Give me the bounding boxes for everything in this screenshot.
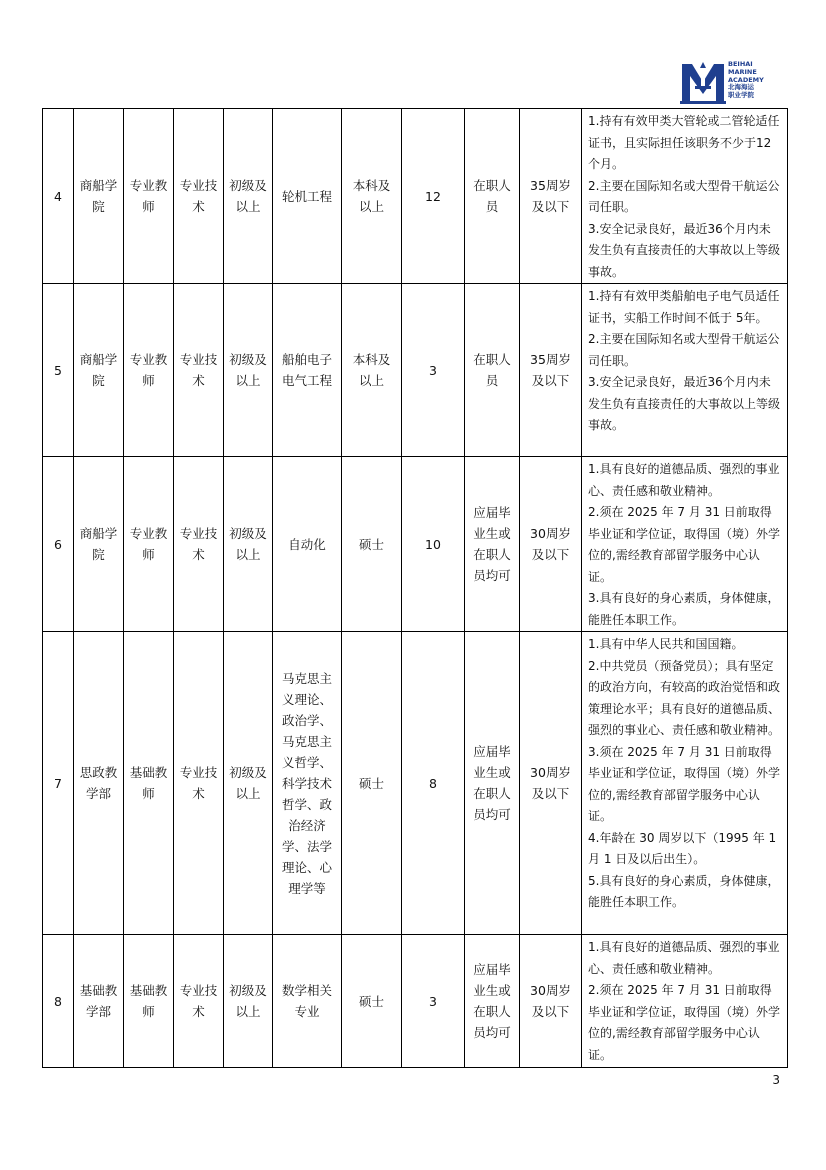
academy-emblem-icon [680, 60, 726, 104]
recruit-count-cell: 12 [402, 109, 465, 284]
department-cell: 商船学院 [74, 284, 124, 457]
age-limit-cell: 30周岁及以下 [520, 457, 582, 632]
requirements-cell [582, 457, 788, 632]
requirement-item: 4.年龄在 30 周岁以下（1995 年 1 月 1 日及以后出生）。 [588, 830, 777, 866]
requirements-cell [582, 109, 788, 284]
requirement-item: 1.具有良好的道德品质、强烈的事业心、责任感和敬业精神。 [588, 940, 780, 976]
requirement-item: 2.主要在国际知名或大型骨干航运公司任职。 [588, 178, 780, 214]
post-level-cell: 初级及以上 [224, 632, 273, 935]
row-number-cell: 7 [43, 632, 74, 935]
post-level-cell: 初级及以上 [224, 109, 273, 284]
candidate-source-cell: 应届毕业生或在职人员均可 [465, 632, 520, 935]
major-requirement-cell: 数学相关专业 [273, 935, 342, 1068]
requirement-item: 5.具有良好的身心素质，身体健康，能胜任本职工作。 [588, 873, 780, 909]
candidate-source-cell: 在职人员 [465, 109, 520, 284]
position-type-cell: 专业教师 [124, 457, 174, 632]
post-category-cell: 专业技术 [174, 935, 224, 1068]
major-requirement-cell: 自动化 [273, 457, 342, 632]
post-level-cell: 初级及以上 [224, 935, 273, 1068]
table-row [43, 632, 788, 935]
row-number-cell: 6 [43, 457, 74, 632]
requirement-item: 3.具有良好的身心素质，身体健康，能胜任本职工作。 [588, 591, 780, 627]
requirement-item: 3.安全记录良好，最近36个月内未发生负有直接责任的大事故以上等级事故。 [588, 221, 781, 279]
recruit-count-cell: 10 [402, 457, 465, 632]
education-requirement-cell: 硕士 [342, 632, 402, 935]
table-row [43, 935, 788, 1068]
position-type-cell: 专业教师 [124, 284, 174, 457]
table-row [43, 457, 788, 632]
recruitment-table [42, 108, 788, 1068]
requirements-cell [582, 632, 788, 935]
requirement-item: 2.中共党员（预备党员）；具有坚定的政治方向，有较高的政治觉悟和政策理论水平；具有良好的道德品质、强烈的事业心、责任感和敬业精神。 [588, 658, 781, 737]
logo-text: BEIHAI MARINE ACADEMY 北海海运 职业学院 [728, 60, 764, 100]
table-row [43, 109, 788, 284]
requirement-item: 1.具有良好的道德品质、强烈的事业心、责任感和敬业精神。 [588, 462, 780, 498]
post-level-cell: 初级及以上 [224, 457, 273, 632]
candidate-source-cell: 在职人员 [465, 284, 520, 457]
department-cell: 商船学院 [74, 109, 124, 284]
education-requirement-cell: 本科及以上 [342, 284, 402, 457]
requirement-item: 2.主要在国际知名或大型骨干航运公司任职。 [588, 332, 780, 368]
requirement-item: 1.持有有效甲类船舶电子电气员适任证书，实船工作时间不低于 5年。 [588, 289, 780, 325]
recruit-count-cell: 3 [402, 284, 465, 457]
school-logo [680, 60, 780, 106]
requirement-item: 2.须在 2025 年 7 月 31 日前取得毕业证和学位证，取得国（境）外学位的,需经教育部留学服务中心认证。 [588, 983, 781, 1062]
row-number-cell: 4 [43, 109, 74, 284]
page-number: 3 [772, 1073, 780, 1087]
requirements-cell [582, 284, 788, 457]
post-category-cell: 专业技术 [174, 284, 224, 457]
post-level-cell: 初级及以上 [224, 284, 273, 457]
age-limit-cell: 30周岁及以下 [520, 632, 582, 935]
age-limit-cell: 35周岁及以下 [520, 109, 582, 284]
requirements-cell [582, 935, 788, 1068]
recruit-count-cell: 8 [402, 632, 465, 935]
post-category-cell: 专业技术 [174, 457, 224, 632]
major-requirement-cell: 船舶电子电气工程 [273, 284, 342, 457]
row-number-cell: 5 [43, 284, 74, 457]
education-requirement-cell: 本科及以上 [342, 109, 402, 284]
age-limit-cell: 30周岁及以下 [520, 935, 582, 1068]
department-cell: 思政教学部 [74, 632, 124, 935]
table-row [43, 284, 788, 457]
age-limit-cell: 35周岁及以下 [520, 284, 582, 457]
major-requirement-cell: 马克思主义理论、政治学、马克思主义哲学、科学技术哲学、政治经济学、法学理论、心理学等 [273, 632, 342, 935]
major-requirement-cell: 轮机工程 [273, 109, 342, 284]
post-category-cell: 专业技术 [174, 109, 224, 284]
recruit-count-cell: 3 [402, 935, 465, 1068]
requirement-item: 1.持有有效甲类大管轮或二管轮适任证书，且实际担任该职务不少于12个月。 [588, 114, 780, 171]
education-requirement-cell: 硕士 [342, 457, 402, 632]
position-type-cell: 基础教师 [124, 632, 174, 935]
row-number-cell: 8 [43, 935, 74, 1068]
requirement-item: 1.具有中华人民共和国国籍。 [588, 637, 744, 651]
department-cell: 商船学院 [74, 457, 124, 632]
candidate-source-cell: 应届毕业生或在职人员均可 [465, 935, 520, 1068]
requirement-item: 3.须在 2025 年 7 月 31 日前取得毕业证和学位证，取得国（境）外学位的,需经教育部留学服务中心认证。 [588, 744, 781, 823]
position-type-cell: 基础教师 [124, 935, 174, 1068]
requirement-item: 2.须在 2025 年 7 月 31 日前取得毕业证和学位证，取得国（境）外学位的,需经教育部留学服务中心认证。 [588, 505, 781, 584]
post-category-cell: 专业技术 [174, 632, 224, 935]
department-cell: 基础教学部 [74, 935, 124, 1068]
position-type-cell: 专业教师 [124, 109, 174, 284]
education-requirement-cell: 硕士 [342, 935, 402, 1068]
candidate-source-cell: 应届毕业生或在职人员均可 [465, 457, 520, 632]
requirement-item: 3.安全记录良好，最近36个月内未发生负有直接责任的大事故以上等级事故。 [588, 375, 781, 432]
